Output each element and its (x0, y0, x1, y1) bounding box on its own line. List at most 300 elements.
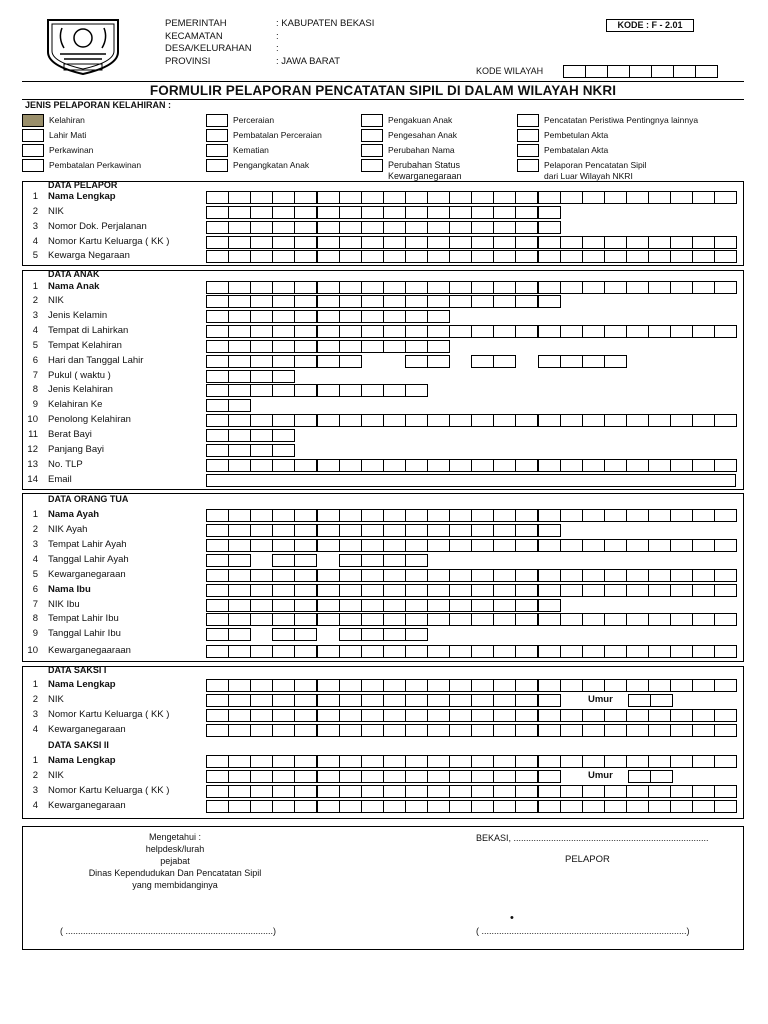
input-cell[interactable] (272, 355, 295, 368)
input-cell[interactable] (427, 355, 450, 368)
input-cell[interactable] (449, 206, 472, 219)
input-cell[interactable] (405, 785, 428, 798)
input-cell[interactable] (670, 539, 693, 552)
input-cell[interactable] (515, 459, 538, 472)
input-cell[interactable] (538, 584, 561, 597)
input-cell[interactable] (405, 709, 428, 722)
input-cell[interactable] (714, 679, 737, 692)
input-cell[interactable] (250, 679, 273, 692)
input-cell[interactable] (272, 645, 295, 658)
input-cell[interactable] (449, 755, 472, 768)
input-cell[interactable] (206, 755, 229, 768)
input-cell[interactable] (383, 340, 406, 353)
input-cell[interactable] (317, 645, 340, 658)
input-cell[interactable] (317, 724, 340, 737)
input-cell[interactable] (493, 709, 516, 722)
input-cell[interactable] (515, 221, 538, 234)
input-cell[interactable] (626, 584, 649, 597)
input-cell[interactable] (493, 250, 516, 263)
input-cell[interactable] (604, 281, 627, 294)
input-cell[interactable] (538, 524, 561, 537)
input-cell[interactable] (538, 250, 561, 263)
input-cell[interactable] (714, 800, 737, 813)
input-cell[interactable] (582, 724, 605, 737)
input-cell[interactable] (294, 236, 317, 249)
input-cell[interactable] (361, 509, 384, 522)
input-cell[interactable] (427, 310, 450, 323)
input-cell[interactable] (272, 384, 295, 397)
input-cell[interactable] (383, 645, 406, 658)
input-cell[interactable] (515, 599, 538, 612)
input-cell[interactable] (538, 679, 561, 692)
input-cell[interactable] (250, 384, 273, 397)
input-cell[interactable] (250, 325, 273, 338)
input-cell[interactable] (405, 236, 428, 249)
input-cell[interactable] (405, 310, 428, 323)
input-cell[interactable] (361, 524, 384, 537)
input-cell[interactable] (626, 645, 649, 658)
input-cell[interactable] (471, 459, 494, 472)
input-cell[interactable] (405, 524, 428, 537)
input-cell[interactable] (228, 281, 251, 294)
input-cell[interactable] (471, 281, 494, 294)
kode-wilayah-cell[interactable] (651, 65, 674, 78)
input-cell[interactable] (383, 679, 406, 692)
input-cell[interactable] (294, 770, 317, 783)
input-cell[interactable] (604, 613, 627, 626)
input-cell[interactable] (604, 459, 627, 472)
input-cell[interactable] (361, 724, 384, 737)
input-cell[interactable] (449, 645, 472, 658)
input-cell[interactable] (361, 770, 384, 783)
input-cell[interactable] (449, 281, 472, 294)
input-cell[interactable] (294, 295, 317, 308)
input-cell[interactable] (449, 613, 472, 626)
input-cell[interactable] (250, 429, 273, 442)
input-cell[interactable] (272, 800, 295, 813)
input-cell[interactable] (493, 539, 516, 552)
input-cell[interactable] (560, 414, 583, 427)
input-cell[interactable] (228, 444, 251, 457)
input-cell[interactable] (604, 414, 627, 427)
input-cell[interactable] (405, 645, 428, 658)
input-cell[interactable] (272, 295, 295, 308)
input-cell[interactable] (228, 236, 251, 249)
input-cell[interactable] (228, 694, 251, 707)
input-cell[interactable] (317, 539, 340, 552)
input-cell[interactable] (449, 509, 472, 522)
jenis-checkbox[interactable] (22, 159, 44, 172)
input-cell[interactable] (272, 281, 295, 294)
input-cell[interactable] (383, 295, 406, 308)
input-cell[interactable] (272, 599, 295, 612)
input-cell[interactable] (228, 569, 251, 582)
input-cell[interactable] (272, 724, 295, 737)
input-cell[interactable] (339, 250, 362, 263)
input-cell[interactable] (648, 679, 671, 692)
input-cell[interactable] (339, 645, 362, 658)
input-cell[interactable] (560, 755, 583, 768)
input-cell[interactable] (206, 459, 229, 472)
input-cell[interactable] (294, 679, 317, 692)
input-cell[interactable] (339, 724, 362, 737)
input-cell[interactable] (604, 236, 627, 249)
input-cell[interactable] (582, 250, 605, 263)
input-cell[interactable] (560, 645, 583, 658)
input-cell[interactable] (471, 755, 494, 768)
input-cell[interactable] (648, 325, 671, 338)
input-cell[interactable] (317, 770, 340, 783)
input-cell[interactable] (670, 709, 693, 722)
input-cell[interactable] (626, 191, 649, 204)
jenis-checkbox[interactable] (206, 144, 228, 157)
input-cell[interactable] (339, 599, 362, 612)
input-cell[interactable] (582, 281, 605, 294)
input-cell[interactable] (538, 613, 561, 626)
input-cell[interactable] (692, 584, 715, 597)
input-cell[interactable] (228, 539, 251, 552)
input-cell[interactable] (339, 800, 362, 813)
input-cell[interactable] (361, 221, 384, 234)
input-cell[interactable] (405, 281, 428, 294)
input-cell[interactable] (206, 509, 229, 522)
input-cell[interactable] (206, 370, 229, 383)
input-cell[interactable] (206, 340, 229, 353)
input-cell[interactable] (538, 221, 561, 234)
input-cell[interactable] (250, 800, 273, 813)
input-cell[interactable] (294, 645, 317, 658)
input-cell[interactable] (383, 770, 406, 783)
input-cell[interactable] (471, 724, 494, 737)
input-cell[interactable] (582, 355, 605, 368)
input-cell[interactable] (714, 325, 737, 338)
input-cell[interactable] (339, 770, 362, 783)
input-cell[interactable] (493, 599, 516, 612)
input-cell[interactable] (206, 429, 229, 442)
input-cell[interactable] (339, 679, 362, 692)
input-cell[interactable] (272, 770, 295, 783)
input-cell[interactable] (250, 310, 273, 323)
input-cell[interactable] (493, 770, 516, 783)
input-cell[interactable] (692, 785, 715, 798)
input-cell[interactable] (405, 355, 428, 368)
input-cell[interactable] (493, 236, 516, 249)
input-cell[interactable] (692, 724, 715, 737)
input-cell[interactable] (272, 310, 295, 323)
kode-wilayah-cell[interactable] (563, 65, 586, 78)
input-cell[interactable] (383, 236, 406, 249)
input-cell[interactable] (317, 509, 340, 522)
input-cell[interactable] (449, 414, 472, 427)
input-cell[interactable] (427, 645, 450, 658)
input-cell[interactable] (515, 539, 538, 552)
input-cell[interactable] (272, 524, 295, 537)
input-cell[interactable] (515, 613, 538, 626)
input-cell[interactable] (317, 613, 340, 626)
input-cell[interactable] (493, 569, 516, 582)
input-cell[interactable] (294, 459, 317, 472)
input-cell[interactable] (272, 340, 295, 353)
input-cell[interactable] (228, 414, 251, 427)
input-cell[interactable] (206, 539, 229, 552)
input-cell[interactable] (714, 191, 737, 204)
input-cell[interactable] (493, 191, 516, 204)
input-cell[interactable] (250, 250, 273, 263)
input-cell[interactable] (228, 325, 251, 338)
input-cell[interactable] (294, 599, 317, 612)
kode-wilayah-cell[interactable] (695, 65, 718, 78)
input-cell[interactable] (339, 539, 362, 552)
input-cell[interactable] (250, 459, 273, 472)
input-cell[interactable] (361, 325, 384, 338)
input-cell[interactable] (339, 295, 362, 308)
input-cell[interactable] (272, 459, 295, 472)
input-cell[interactable] (317, 800, 340, 813)
input-cell[interactable] (515, 191, 538, 204)
input-cell[interactable] (714, 584, 737, 597)
input-cell[interactable] (361, 694, 384, 707)
jenis-checkbox[interactable] (361, 129, 383, 142)
input-cell[interactable] (272, 206, 295, 219)
input-cell[interactable] (471, 694, 494, 707)
input-cell[interactable] (383, 599, 406, 612)
input-cell[interactable] (405, 584, 428, 597)
input-cell[interactable] (471, 800, 494, 813)
input-cell[interactable] (250, 206, 273, 219)
input-cell[interactable] (449, 295, 472, 308)
input-cell[interactable] (670, 236, 693, 249)
input-cell[interactable] (670, 459, 693, 472)
input-cell[interactable] (405, 295, 428, 308)
input-cell[interactable] (272, 679, 295, 692)
input-cell[interactable] (449, 325, 472, 338)
input-cell[interactable] (294, 509, 317, 522)
input-cell[interactable] (339, 509, 362, 522)
input-cell[interactable] (538, 599, 561, 612)
input-cell[interactable] (427, 295, 450, 308)
input-cell[interactable] (339, 613, 362, 626)
input-cell[interactable] (405, 694, 428, 707)
input-cell[interactable] (294, 584, 317, 597)
input-cell[interactable] (538, 539, 561, 552)
input-cell[interactable] (317, 755, 340, 768)
input-cell[interactable] (339, 191, 362, 204)
input-cell[interactable] (538, 325, 561, 338)
input-cell[interactable] (294, 414, 317, 427)
input-cell[interactable] (582, 613, 605, 626)
input-cell[interactable] (317, 295, 340, 308)
input-cell[interactable] (427, 509, 450, 522)
input-cell[interactable] (272, 414, 295, 427)
input-cell[interactable] (206, 325, 229, 338)
input-cell[interactable] (317, 414, 340, 427)
input-cell[interactable] (427, 724, 450, 737)
input-cell[interactable] (294, 340, 317, 353)
input-cell[interactable] (471, 584, 494, 597)
input-cell[interactable] (582, 325, 605, 338)
input-cell[interactable] (471, 295, 494, 308)
input-cell[interactable] (560, 281, 583, 294)
input-cell[interactable] (228, 599, 251, 612)
input-cell[interactable] (405, 770, 428, 783)
input-cell[interactable] (405, 384, 428, 397)
input-cell[interactable] (228, 459, 251, 472)
input-cell[interactable] (294, 628, 317, 641)
jenis-checkbox[interactable] (361, 159, 383, 172)
input-cell[interactable] (250, 613, 273, 626)
input-cell[interactable] (560, 539, 583, 552)
input-cell[interactable] (317, 599, 340, 612)
input-cell[interactable] (228, 709, 251, 722)
input-cell[interactable] (250, 340, 273, 353)
input-cell[interactable] (294, 281, 317, 294)
input-cell[interactable] (493, 524, 516, 537)
input-cell[interactable] (228, 370, 251, 383)
input-cell[interactable] (582, 800, 605, 813)
input-cell[interactable] (670, 281, 693, 294)
input-cell[interactable] (272, 709, 295, 722)
input-cell[interactable] (648, 724, 671, 737)
umur-cell[interactable] (628, 770, 651, 783)
input-cell[interactable] (515, 206, 538, 219)
input-cell[interactable] (405, 724, 428, 737)
input-cell[interactable] (361, 785, 384, 798)
input-cell[interactable] (294, 191, 317, 204)
input-cell[interactable] (670, 584, 693, 597)
input-cell[interactable] (250, 355, 273, 368)
input-cell[interactable] (294, 613, 317, 626)
input-cell[interactable] (228, 800, 251, 813)
input-cell[interactable] (692, 459, 715, 472)
umur-cell[interactable] (650, 770, 673, 783)
input-cell[interactable] (515, 645, 538, 658)
input-cell[interactable] (471, 539, 494, 552)
jenis-checkbox[interactable] (361, 114, 383, 127)
input-cell[interactable] (272, 584, 295, 597)
input-cell[interactable] (538, 755, 561, 768)
input-cell[interactable] (449, 524, 472, 537)
input-cell[interactable] (538, 645, 561, 658)
input-cell[interactable] (206, 384, 229, 397)
input-cell[interactable] (383, 509, 406, 522)
input-cell[interactable] (582, 539, 605, 552)
input-cell[interactable] (361, 340, 384, 353)
input-cell[interactable] (339, 281, 362, 294)
kode-wilayah-cell[interactable] (673, 65, 696, 78)
input-cell[interactable] (405, 599, 428, 612)
input-cell[interactable] (228, 250, 251, 263)
input-cell[interactable] (383, 191, 406, 204)
input-cell[interactable] (670, 613, 693, 626)
input-cell[interactable] (427, 755, 450, 768)
input-cell[interactable] (648, 281, 671, 294)
input-cell[interactable] (714, 785, 737, 798)
input-cell[interactable] (427, 250, 450, 263)
input-cell[interactable] (648, 800, 671, 813)
input-cell[interactable] (471, 709, 494, 722)
input-cell[interactable] (648, 569, 671, 582)
input-cell[interactable] (670, 755, 693, 768)
input-cell[interactable] (383, 250, 406, 263)
input-cell[interactable] (250, 724, 273, 737)
input-cell[interactable] (560, 584, 583, 597)
input-cell[interactable] (383, 709, 406, 722)
input-cell[interactable] (604, 355, 627, 368)
input-cell[interactable] (405, 613, 428, 626)
input-cell[interactable] (361, 569, 384, 582)
input-cell[interactable] (604, 785, 627, 798)
input-cell[interactable] (228, 755, 251, 768)
input-cell[interactable] (471, 206, 494, 219)
input-cell[interactable] (449, 569, 472, 582)
input-cell[interactable] (449, 539, 472, 552)
input-cell[interactable] (515, 281, 538, 294)
input-cell[interactable] (515, 414, 538, 427)
input-cell[interactable] (560, 709, 583, 722)
input-cell[interactable] (604, 584, 627, 597)
input-cell[interactable] (449, 599, 472, 612)
input-cell[interactable] (272, 694, 295, 707)
input-cell[interactable] (582, 414, 605, 427)
input-cell[interactable] (670, 645, 693, 658)
input-cell[interactable] (383, 694, 406, 707)
input-cell[interactable] (560, 325, 583, 338)
input-cell[interactable] (361, 236, 384, 249)
input-cell[interactable] (405, 340, 428, 353)
input-cell[interactable] (383, 221, 406, 234)
input-cell[interactable] (272, 250, 295, 263)
input-cell[interactable] (294, 569, 317, 582)
input-cell[interactable] (493, 206, 516, 219)
input-cell[interactable] (471, 679, 494, 692)
input-cell[interactable] (405, 325, 428, 338)
input-cell[interactable] (714, 414, 737, 427)
input-cell[interactable] (714, 250, 737, 263)
input-cell[interactable] (317, 569, 340, 582)
input-cell[interactable] (228, 191, 251, 204)
input-cell[interactable] (626, 785, 649, 798)
input-cell[interactable] (294, 384, 317, 397)
input-cell[interactable] (471, 613, 494, 626)
input-cell[interactable] (604, 679, 627, 692)
input-cell[interactable] (228, 628, 251, 641)
input-cell[interactable] (427, 459, 450, 472)
input-cell[interactable] (383, 459, 406, 472)
input-cell[interactable] (714, 236, 737, 249)
input-cell[interactable] (206, 444, 229, 457)
input-cell[interactable] (294, 785, 317, 798)
input-cell[interactable] (206, 584, 229, 597)
input-cell[interactable] (692, 755, 715, 768)
input-cell[interactable] (670, 800, 693, 813)
input-cell[interactable] (427, 414, 450, 427)
input-cell[interactable] (493, 785, 516, 798)
input-cell[interactable] (538, 355, 561, 368)
input-cell[interactable] (538, 724, 561, 737)
input-cell[interactable] (515, 569, 538, 582)
input-cell[interactable] (383, 628, 406, 641)
input-cell[interactable] (361, 295, 384, 308)
input-cell[interactable] (339, 755, 362, 768)
input-cell[interactable] (538, 509, 561, 522)
input-cell[interactable] (405, 554, 428, 567)
input-cell[interactable] (538, 206, 561, 219)
input-cell[interactable] (471, 524, 494, 537)
input-cell[interactable] (471, 645, 494, 658)
input-cell[interactable] (250, 524, 273, 537)
input-cell[interactable] (582, 785, 605, 798)
input-cell[interactable] (538, 281, 561, 294)
